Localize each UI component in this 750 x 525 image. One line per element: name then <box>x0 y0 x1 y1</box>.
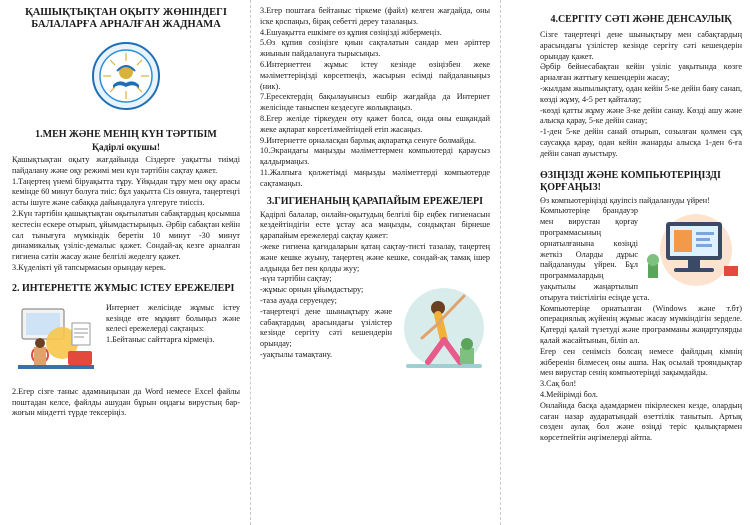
internet-rule: 9.Интернетте орналасқан барлық ақпаратқа сенуге болмайды. <box>260 135 476 145</box>
section-5-paragraph: Онлайнда басқа адамдармен пікірлескен кезде, олардың саған назар аударатындай өзеттілік танытып. Артық сөзден аулақ бол және өзіңді теріс қылықтармен көрсетпейтін әңгімелерді айтпа. <box>540 400 742 443</box>
section-2-paragraph: Интернет желісінде жұмыс істеу кезінде өте мұқият болыңыз және келесі ережелерді сақтаңыз: <box>106 302 240 334</box>
section-4-paragraph: -көзді қатты жұму және 3-ке дейін санау. Көзді ашу және алысқа қарау, 5-ке дейін санау; <box>540 105 742 126</box>
section-2-paragraph: 2.Егер сізге таныс адамныңызан да Word немесе Excel файлы поштадан келсе, файлды ашудан бұрын оңдағы вирустың бар-жоғын міндетті түрде тексеріңіз. <box>12 386 240 418</box>
internet-rule: 10.Экрандағы маңызды мәліметтермен компьютерді қараусыз қалдырмаңыз. <box>260 146 490 167</box>
section-5-paragraph: Өз компьютеріңізді қауіпсіз пайдалануды үйрен! <box>540 195 710 205</box>
section-4-title: 4.СЕРГІТУ СӘТІ ЖӘНЕ ДЕНСАУЛЫҚ <box>550 14 732 25</box>
panel-right <box>500 0 750 525</box>
section-1-paragraph: Қашықтықтан оқыту жағдайында Сіздерге уақытты тиімді пайдалану және оқу режимі мен күн тәртібін сақтау қажет. <box>12 155 240 175</box>
section-5-title: ӨЗІҢІЗДІ ЖӘНЕ КОМПЬЮТЕРІҢІЗДІ ҚОРҒАҢЫЗ! <box>540 169 721 193</box>
section-5-paragraph: 4.Мейірімді бол. <box>540 389 598 399</box>
section-3-title: 3.ГИГИЕНАНЫҢ ҚАРАПАЙЫМ ЕРЕЖЕЛЕРІ <box>266 195 484 207</box>
section-1-paragraph: 2.Күн тәртібін қашықтықтан оқытылатын сабақтардың қосымша кестесін ескере отырып, ұйымдастырыңыз. Әрбір сабақтан кейін сал тынығуға мүмкіндік беретін 10 минут -30 минут динамикалық үзіліс-демалыс қажет. Сондай-ақ кезге арналған гигиена сәтін жасау және белгілі жеделгу қажет. <box>12 208 240 262</box>
section-5-paragraph: Компьютеріңе орнатылған (Windows және т.бт) операциялық жүйенің жұмыс жасау мүмкіндігін зерделе. Қатерді қалай түзетуді және программаны жаңартулярды қалай жасайтынын, біліп ал. <box>540 303 742 345</box>
internet-rule: 3.Егер поштаға бейтаныс тіркеме (файл) келген жағдайда, оны іске қоспаңыз, бірақ себетті дерeу тазалаңыз. <box>260 6 490 26</box>
section-5-paragraph: Компьютеріңе брандауэр мен вирустан қорғау программасының орнатылғанына көзіңді жеткіз Оларды дұрыс пайдалануды үйрен. Бұл программалардың уақытылы жаңартылып отыруға тиістілігін есіңде ұста. <box>540 206 650 302</box>
section-3-item: -уақтылы тамақтану. <box>260 349 333 359</box>
section-1-paragraph: 1.Таңертең үнемі біруақытта тұру. Ұйқыдан тұру мен оқу арасы кемінде 60 минут болуға тиіс: бұл уақытта Сіз оянуға, таңертеңгі асты ішуге және сабаққа дайындалуға үлгеруге тиіссіз. <box>12 176 240 208</box>
internet-rule: 4.Ешуақытта ешкімге өз құпия сөзіңізді жібермеңіз. <box>260 27 442 37</box>
internet-rule: 8.Егер желіде тіркеуден өту қажет болса, онда оны ешқандай жеке ақпарат көрсетілмейтіндей етіп жасаңыз. <box>260 113 490 134</box>
brochure-title: ҚАШЫҚТЫҚТАН ОҚЫТУ ЖӨНІНДЕГІ БАЛАЛАРҒА АРНАЛҒАН ЖАДНАМА <box>25 7 227 30</box>
internet-safety-illustration <box>12 303 100 385</box>
section-3-paragraph: Қадірлі балалар, онлайн-оқытудың белгілі бір еңбек гигиенасын кездейтіндігін есте ұстау аса маңызды, сондықтан бірнеше қарапайым ережелерді сақтау қажет: <box>260 209 490 241</box>
section-4-paragraph: -1-ден 5-ке дейін санай отырып, созылған қолмен сұқ саусаққа қарау, одан кейін жанарды алысқа 1-ден 6-ға дейін санап ауыстыру. <box>540 127 742 158</box>
section-5-paragraph: Егер сен сенімсіз болсаң немесе файлдың кімнің жіберенін білмесең оны ашпа. Нақ осылай трояндықтар мен вирустар сенің компьютеріңді зақымдайды. <box>540 346 742 378</box>
section-3-item: -таңертеңгі дене шынықтыру және сабақтардың арасындағы үзілістер кезінде сергіту сәті кешендерін орындау; <box>260 306 392 349</box>
internet-rule: 11.Жалпыға қолжетімді маңызды мәліметтерді компьютерде сақтамаңыз. <box>260 167 490 188</box>
section-4-paragraph: Әрбір бейнесабақтан кейін үзіліс уақытында көзге арналған жаттығу кешендерін жасау; <box>540 62 742 83</box>
section-2-title: 2. ИНТЕРНЕТТЕ ЖҰМЫС ІСТЕУ ЕРЕЖЕЛЕРІ <box>12 282 235 294</box>
section-3-paragraph: -жеке гигиена қағидаларын қатаң сақтау-тисті тазалау, таңертең және кешке жуыну, таңертең және кешке, сондай-ақ тамақ ішер алдында бет пен қолды жуу; <box>260 241 490 273</box>
section-1-title: 1.МЕН ЖӘНЕ МЕНІҢ КҮН ТӘРТІБІМ <box>35 129 217 140</box>
section-1-greeting: Қадірлі оқушы! <box>91 143 161 153</box>
section-3-item: -күн тәртібін сақтау; <box>260 274 332 284</box>
internet-rule: 7.Ересектердің бақылауынсыз ешбір жағдайда да Интернет желісінде таныспен кездесуге жолықпаңыз. <box>260 92 490 113</box>
panel-left <box>0 0 250 525</box>
section-5-paragraph: 3.Сақ бол! <box>540 379 577 389</box>
internet-rule: 5.Өз құпия сөзіңізге қиын сақталатын сандар мен әріптер жиынын пайдалануға тырысыңыз. <box>260 38 490 59</box>
yoga-exercise-illustration <box>398 278 490 374</box>
section-3-item: -жұмыс орнын ұйымдастыру; <box>260 285 364 295</box>
section-4-paragraph: -жылдам жыпылықтату, одан кейін 5-ке дейін баяу санап, көзді жұму, 4-5 рет қайталау; <box>540 83 742 104</box>
section-2-paragraph: 1.Бейтаныс сайттарға кірмеңіз. <box>106 335 215 345</box>
panel-middle <box>250 0 500 525</box>
section-3-item: -таза ауада серуендеу; <box>260 295 337 305</box>
internet-rule: 6.Интернеттен жұмыс істеу кезінде өзіңізбен жеке мәліметтеріңізді көрсетпеңіз, жасырын есімді пайдаланыңыз (ник). <box>260 59 490 91</box>
ministry-emblem-logo <box>91 41 161 111</box>
section-4-paragraph: Сізге таңертеңгі дене шынықтыру мен сабақтардың арасындағы үзілістер кезінде сергіту сәті кешендерін орындау қажет. <box>540 30 742 61</box>
computer-protection-illustration <box>644 210 742 290</box>
section-1-paragraph: 3.Күделікті үй тапсырмасын орындау керек. <box>12 262 166 272</box>
